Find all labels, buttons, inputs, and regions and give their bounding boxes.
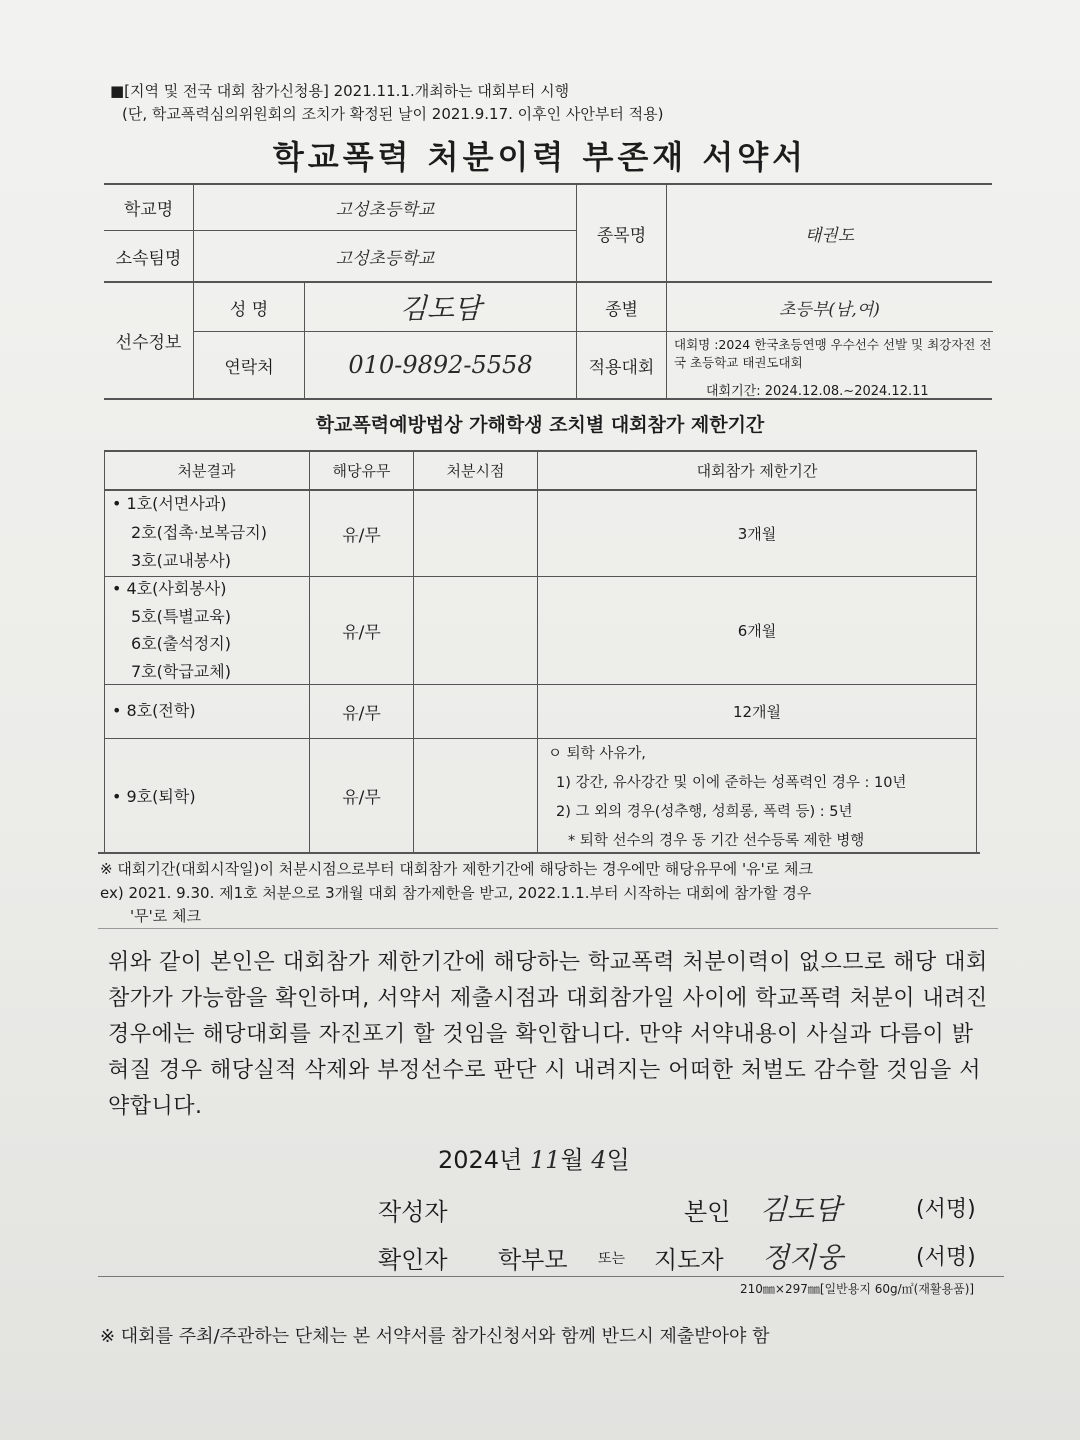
table-row-2-period: 6개월 (737, 622, 777, 640)
notice (110, 80, 663, 126)
phone-value: 010-9892-5558 (348, 351, 533, 379)
division-label: 종별 (605, 299, 638, 320)
event-name: 대회명 :2024 한국초등연맹 우수선수 선발 및 최강자전 전국 초등학교 태권도대회 (674, 337, 992, 370)
date-day: 4 (591, 1146, 607, 1174)
sport-label: 종목명 (596, 225, 647, 246)
date-day-unit: 일 (606, 1146, 630, 1174)
table-row-1-yn: 유/무 (342, 526, 381, 546)
notice-line-1: ■[지역 및 전국 대회 참가신청용] 2021.11.1.개최하는 대회부터 시행 (110, 82, 570, 100)
sport-value: 태권도 (804, 225, 855, 246)
coach-signature: 정지웅 (762, 1241, 844, 1274)
table-row-2-yn: 유/무 (342, 623, 381, 643)
coach-label: 지도자 (654, 1246, 724, 1274)
pledge-date (438, 1140, 630, 1175)
date-month: 11 (529, 1146, 561, 1174)
table-row-4-items: • 9호(퇴학) (112, 787, 196, 806)
school-label: 학교명 (123, 200, 174, 220)
writer-label: 작성자 (378, 1198, 448, 1226)
header-disposition: 처분결과 (177, 462, 236, 480)
event-period: 대회기간: 2024.12.08.~2024.12.11 (706, 384, 929, 399)
team-value: 고성초등학교 (335, 248, 435, 269)
phone-label: 연락처 (224, 357, 274, 378)
or-label: 또는 (598, 1251, 626, 1267)
notice-line-2: (단, 학교폭력심의위원회의 조치가 확정된 날이 2021.9.17. 이후인 사안부터 적용) (122, 105, 664, 123)
table-row-2-items: • 4호(사회봉사) 5호(특별교육) 6호(출석정지) 7호(학급교체) (112, 579, 231, 681)
table-row-1-items: • 1호(서면사과) 2호(접촉·보복금지) 3호(교내봉사) (112, 494, 267, 570)
date-year: 2024년 (438, 1146, 523, 1174)
confirm-label: 확인자 (378, 1246, 448, 1274)
coach-seal: (서명) (916, 1245, 976, 1270)
name-label: 성 명 (229, 299, 269, 320)
table-row-3-yn: 유/무 (342, 704, 381, 724)
header-applicable: 해당유무 (332, 462, 391, 480)
self-signature: 김도담 (760, 1193, 842, 1226)
table-row-4-yn: 유/무 (342, 788, 381, 808)
name-value: 김도담 (399, 292, 482, 325)
division-value: 초등부(남,여) (779, 299, 880, 320)
team-label: 소속팀명 (115, 248, 182, 269)
restriction-heading: 학교폭력예방법상 가해학생 조치별 대회참가 제한기간 (315, 414, 765, 436)
header-restriction-period: 대회참가 제한기간 (696, 462, 818, 480)
event-label: 적용대회 (588, 357, 655, 378)
header-disposition-date: 처분시점 (446, 462, 505, 480)
note-1: ※ 대회기간(대회시작일)이 처분시점으로부터 대회참가 제한기간에 해당하는 경우에만 해당유무에 '유'로 체크 (100, 860, 813, 878)
self-label: 본인 (684, 1198, 731, 1226)
note-2: ex) 2021. 9.30. 제1호 처분으로 3개월 대회 참가제한을 받고, 2022.1.1.부터 시작하는 대회에 참가할 경우 (100, 884, 812, 902)
parent-label: 학부모 (498, 1246, 568, 1274)
footer-note: ※ 대회를 주최/주관하는 단체는 본 서약서를 참가신청서와 함께 반드시 제출받아야 함 (100, 1326, 770, 1347)
self-seal: (서명) (916, 1197, 976, 1222)
paper-size-note: 210㎜×297㎜[일반용지 60g/㎡(재활용품)] (740, 1282, 975, 1296)
pledge-text: 위와 같이 본인은 대회참가 제한기간에 해당하는 학교폭력 처분이력이 없으므로 해당 대회 참가가 가능함을 확인하며, 서약서 제출시점과 대회참가일 사이에 학교폭력 처분이 내려진 경우에는 해당대회를 자진포기 할 것임을 확인합니다. 만약 서약내용이 사실과 다름이 밝혀질 경우 해당실적 삭제와 부정선수로 판단 시 내려지는 어떠한 처벌도 감수할 것임을 서약합니다. (108, 950, 988, 1119)
table-row-4-period: ㅇ 퇴학 사유가, 1) 강간, 유사강간 및 이에 준하는 성폭력인 경우 : 10년 2) 그 외의 경우(성추행, 성희롱, 폭력 등) : 5년 * 퇴학 선수의 경우 동 기간 선수등록 제한 병행 (548, 746, 907, 849)
table-row-3-period: 12개월 (732, 703, 782, 721)
table-row-3-items: • 8호(전학) (112, 701, 196, 720)
school-value: 고성초등학교 (335, 200, 435, 220)
document-title: 학교폭력 처분이력 부존재 서약서 (272, 138, 808, 176)
table-row-1-period: 3개월 (737, 525, 777, 543)
athlete-label: 선수정보 (115, 333, 182, 353)
note-3: '무'로 체크 (130, 907, 201, 925)
date-month-unit: 월 (560, 1146, 584, 1174)
